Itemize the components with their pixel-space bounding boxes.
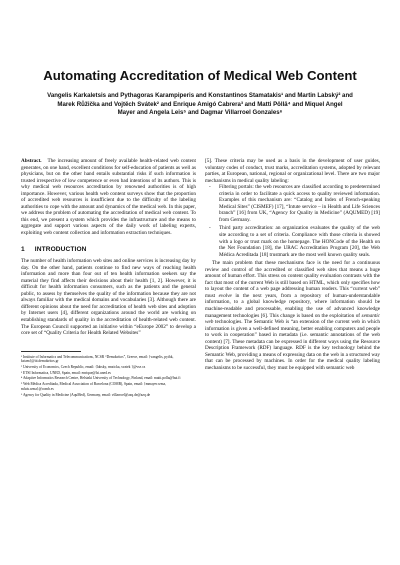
footnote: ² University of Economics, Czech Republic, email: {labsky, rmzicka, svatek }@vse.cz (21, 365, 146, 370)
list-item-text: Filtering portals: the web resources are classified according to predetermined criteria in order to facilitate a quick access to quality reviewed information. Examples of this mechanism are: “Catalog and Index of French-speaking Medical Sites” (CISMEF) [17], “Intute service – in Health and Life Sciences branch” [16] from UK, “Agency for Quality in Medicine” (AQUMED) [19] from Germany. (219, 184, 380, 223)
abstract (21, 158, 196, 237)
author-list (22, 92, 378, 118)
emphasis-evolve: evolve (218, 292, 232, 299)
footnote: ⁶ Agency for Quality in Medicine (AquMed), Germany, email: villarroel@azq.de@azq.de (21, 392, 151, 397)
footnote: ⁴ Adaptive Informatics Research Centre, Helsinki University of Technology, Finland, email: matti.polla@hut.fi (21, 376, 181, 381)
right-intro-paragraph: [5]. These criteria may be used as a basis in the development of user guides, voluntary codes of conduct, trust marks, accreditation systems, adopted by relevant parties, at European, national, regional or organizational level. There are two major mechanisms in medical quality labeling: (205, 158, 380, 184)
abstract-text: The increasing amount of freely available health-related web content generates, on one hand, excellent conditions for self-education of patients as well as physicians, but on the other hand entails substantial risks if such information is trusted irrespective of low competence or even bad intentions of its authors. This is why medical web resources accreditation by renowned authorities is of high importance. However, various health web content surveys show that the proportion of accredited web resources is insufficient due to the difficulty of the labeling authorities to cope with the amount and dynamics of the medical web. In this paper, we address the problem of automating the accreditation of medical web content. To this end, we present a system which provides the infrastructure and the means to aggregate and support various aspects of the daily work of labeling experts, exploiting web content collection and information extraction techniques. (21, 158, 196, 237)
dash-bullet-icon: - (209, 225, 211, 232)
author-line: Vangelis Karkaletsis and Pythagoras Karampiperis and Konstantinos Stamatakis¹ and Martin Labský² and (47, 92, 353, 99)
right-column (205, 158, 380, 372)
section-number: 1 (21, 245, 25, 253)
section-title: INTRODUCTION (34, 245, 87, 253)
section-heading (21, 247, 196, 254)
left-column (21, 158, 196, 398)
footnote: ⁵ Web Médica Acreditada, Medical Association of Barcelona (COMB), Spain, email: {mmayer.wma, mluis.wma}@comb.es (21, 382, 166, 391)
paragraph-middle: in the next years, from a repository of human-understandable information, to a global knowledge repository, where information should be machine-readable and processable, enabling the use of advanced knowledge management technologies [6]. This change is based on the exploitation of (205, 292, 380, 319)
paragraph-tail: technologies. The Semantic Web is “an extension of the current web in which information is given a well-defined meaning, better enabling computers and people to work in cooperation” based in metadata (i.e. semantic annotations of the web content) [7]. These metadata can be expressed in different ways using the Resource Description Framework (RDF) language. RDF is the key technology behind the Semantic Web, providing a means of expressing data on the web in a structured way that can be processed by machines. In order for the medical quality labeling mechanisms to be successful, they must be equipped with semantic web (205, 319, 380, 371)
footnote: ³ ETSI Informatica, UNED, Spain, email: enrique@lsi.uned.es (21, 370, 111, 375)
paragraph-lead: The main problem that these mechanisms face is the need for a continuous review and control of the accredited or classified web sites that means a huge amount of human effort. This stress on content quality evaluation contrasts with the fact that most of the current Web is still based on HTML, which only specifies how to layout the content of a web page addressing human readers. This “current web” must (205, 260, 380, 299)
emphasis-semantic-web: semantic web (205, 312, 380, 326)
footnote-divider (21, 351, 81, 352)
paper-title: Automating Accreditation of Medical Web Content (43, 68, 357, 83)
list-item (205, 225, 380, 258)
body-paragraph (205, 260, 380, 371)
list-item (205, 184, 380, 223)
intro-paragraph: The number of health information web sites and online services is increasing day by day. On the other hand, patients continue to find new ways of reaching health information and more than four out of ten health information seekers say the material they find affects their decisions about their health [1, 2]. However, it is difficult for health information consumers, such as the patients and the general public, to assess by themselves the quality of the information because they are not always familiar with the medical domains and vocabularies [3]. Although there are different opinions about the need for accreditation of health web sites and adoption by Internet users [4], different organizations around the world are working on establishing standards of quality in the accreditation of health-related web content. The European Council supported an initiative within “eEurope 2002” to develop a core set of “Quality Criteria for Health Related Websites” (21, 258, 196, 337)
dash-bullet-icon: - (209, 184, 211, 191)
labeling-mechanisms-list (205, 184, 380, 258)
abstract-label: Abstract. (21, 158, 42, 164)
author-line: Mayer and Angela Leis⁵ and Dagmar Villarroel Gonzales⁶ (117, 109, 283, 117)
footnote: ¹ Institute of Informatics and Telecommunications, NCSR “Demokritos”, Greece, email: {vangelis, pythk, kstam}@iit.demokritos.gr (21, 354, 174, 364)
list-item-text: Third party accreditation: an organization evaluates the quality of the web site according to a set of criteria. Compliance with those criteria is showed with a logo or trust mark on the homepage. The HONCode of the Health on the Net Foundation [18], the URAC Accreditation Program [20], the Web Médica Acreditada [18] trustmark are the most well known quality seals. (219, 225, 380, 258)
footnotes (21, 355, 196, 398)
author-line: Marek Růžička and Vojtěch Svátek² and Enrique Amigó Cabrera³ and Matti Pöllä⁴ and Miquel Angel (57, 100, 343, 108)
